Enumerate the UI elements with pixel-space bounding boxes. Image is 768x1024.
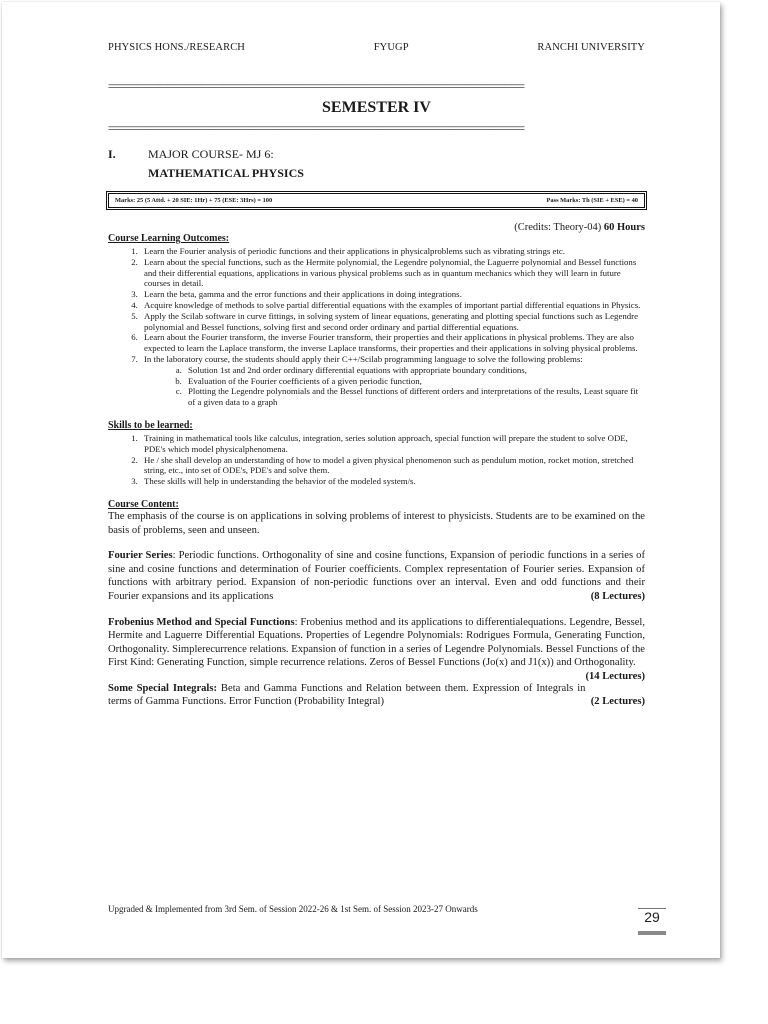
outcomes-title: Course Learning Outcomes:	[108, 233, 230, 244]
page-content	[108, 42, 645, 709]
content-title: Course Content:	[108, 498, 179, 510]
outcome-item: 6. Learn about the Fourier transform, the inverse Fourier transform, their properties and their applications in physical problems. They are also expected to learn the Laplace transform, the inverse Laplace transforms, their properties and their applications in solving physical problems.	[140, 332, 645, 354]
unit-frobenius	[108, 616, 645, 682]
unit-special-integrals	[108, 682, 645, 709]
course-code: MAJOR COURSE- MJ 6:	[148, 147, 274, 161]
unit-body: : Periodic functions. Orthogonality of sine and cosine functions, Expansion of periodic functions in a series of sine and cosine functions and determination of Fourier coefficients. Complex representation of Fourier series. Expansion of functions with arbitrary period. Expansion of non-periodic functions over an interval. Even and odd functions and their Fourier expansions and its applications	[108, 550, 646, 602]
lab-problem-item: a. Solution 1st and 2nd order ordinary differential equations with appropriate boundary conditions,	[184, 365, 645, 376]
unit-lectures: (8 Lectures)	[590, 590, 645, 602]
course-heading	[108, 147, 645, 181]
unit-body: Beta and Gamma Functions and Relation between them. Expression of Integrals in terms of Gamma Functions. Error Function (Probability Integral)	[108, 682, 586, 708]
marks-box	[108, 193, 645, 208]
credits-hours: 60 Hours	[603, 222, 645, 233]
unit-lectures: (2 Lectures)	[590, 696, 645, 708]
unit-heading: Some Special Integrals:	[108, 682, 218, 694]
skill-item: 2. He / she shall develop an understanding of how to model a given physical phenomenon such as pendulum motion, rocket motion, stretched string, etc., into set of ODE's, PDE's and solve them.	[140, 455, 645, 477]
credits-text: (Credits: Theory-04)	[514, 222, 602, 233]
header-center: FYUGP	[373, 42, 409, 53]
credits-line	[108, 222, 645, 233]
separator-rule-top: ===================================================================================================	[108, 83, 524, 91]
unit-lectures: (14 Lectures)	[585, 670, 645, 682]
outcome-item: 2. Learn about the special functions, such as the Hermite polynomial, the Legendre polynomial, the Laguerre polynomial and Bessel functions and their differential equations, applications in various physical problems such as in quantum mechanics which they will learn in future courses in detail.	[140, 257, 645, 289]
document-page	[2, 2, 720, 958]
outcomes-list	[108, 246, 645, 408]
unit-body: : Frobenius method and its applications to differentialequations. Legendre, Bessel, Hermite and Laguerre Differential Equations. Properties of Legendre Polynomials: Rodrigues Formula, Generating Function, Orthogonality. Simplerecurrence relations. Expansion of function in a series of Legendre Polynomials. Bessel Functions of the First Kind: Generating Function, simple recurrence relations. Zeros of Bessel Functions (Jo(x) and J1(x)) and Orthogonality.	[108, 616, 645, 669]
lab-problem-item: b. Evaluation of the Fourier coefficients of a given periodic function,	[184, 376, 645, 387]
unit-heading: Fourier Series	[108, 550, 173, 562]
skills-title: Skills to be learned:	[108, 419, 193, 431]
content-intro: The emphasis of the course is on applications in solving problems of interest to physicists. Students are to be examined on the basis of problems, seen and unseen.	[108, 510, 645, 536]
header-right: RANCHI UNIVERSITY	[537, 42, 645, 53]
unit-fourier-series	[108, 549, 645, 603]
outcome-item: 3. Learn the beta, gamma and the error functions and their applications in doing integrations.	[140, 289, 645, 300]
page-number: 29	[638, 908, 666, 925]
outcome-item: 5. Apply the Scilab software in curve fittings, in solving system of linear equations, generating and plotting special functions such as Legendre polynomial and Bessel functions, solving first and second order ordinary and partial differential equations.	[140, 311, 645, 333]
lab-problems-list	[144, 365, 645, 408]
skill-item: 3. These skills will help in understanding the behavior of the modeled system/s.	[140, 476, 645, 487]
page-number-bar	[638, 931, 666, 935]
running-header	[108, 42, 645, 53]
separator-rule-bottom: ===================================================================================================	[108, 125, 524, 133]
outcome-item: 1. Learn the Fourier analysis of periodic functions and their applications in physicalproblems such as vibrating strings etc.	[140, 246, 645, 257]
lab-problem-item: c. Plotting the Legendre polynomials and the Bessel functions of different orders and interpretations of the results, Least square fit of a given data to a graph	[184, 386, 645, 408]
course-name: MATHEMATICAL PHYSICS	[148, 166, 304, 180]
outcome-item-text: In the laboratory course, the students should apply their C++/Scilab programming language to solve the following problems:	[144, 353, 583, 364]
skills-list	[108, 433, 645, 487]
skill-item: 1. Training in mathematical tools like calculus, integration, series solution approach, special function will prepare the student to solve ODE, PDE's which model physicalphenomena.	[140, 433, 645, 455]
outcome-item: 4. Acquire knowledge of methods to solve partial differential equations with the examples of important partial differential equations in Physics.	[140, 300, 645, 311]
course-number: I.	[108, 147, 116, 161]
pass-marks: Pass Marks: Th (SIE + ESE) = 40	[546, 197, 638, 204]
semester-title: SEMESTER IV	[322, 99, 431, 116]
page-footer: Upgraded & Implemented from 3rd Sem. of Session 2022-26 & 1st Sem. of Session 2023-27 Onwards	[108, 904, 478, 914]
header-left: PHYSICS HONS./RESEARCH	[108, 42, 245, 53]
outcome-item	[140, 354, 645, 408]
unit-heading: Frobenius Method and Special Functions	[108, 616, 295, 628]
marks-breakdown: Marks: 25 (5 Attd. + 20 SIE: 1Hr) + 75 (ESE: 3Hrs) = 100	[115, 197, 273, 204]
